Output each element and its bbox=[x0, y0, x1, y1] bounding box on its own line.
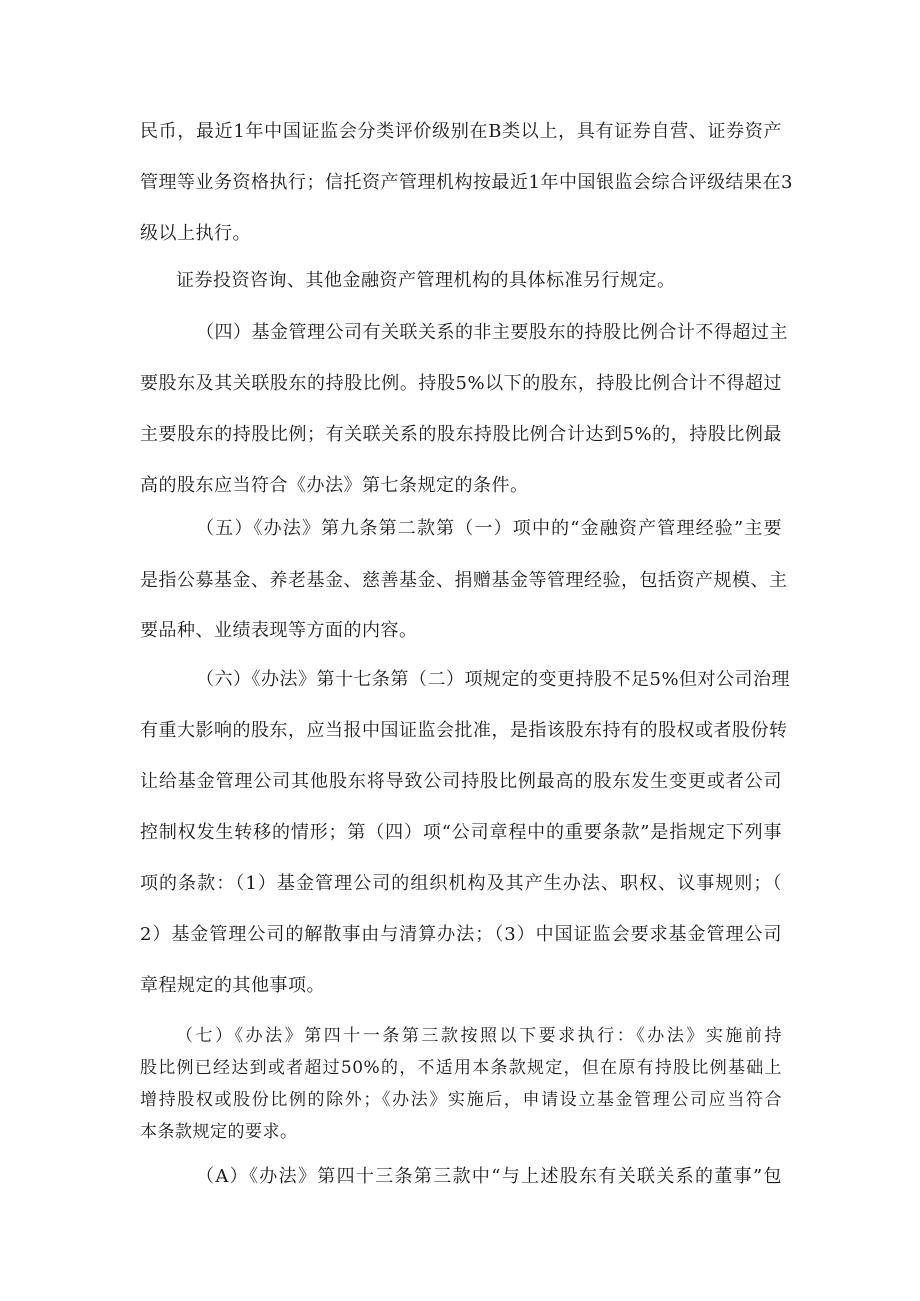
paragraph-5-line-1: （六）《办法》第十七条第（二）项规定的变更持股不足5%但对公司治理 bbox=[196, 669, 791, 690]
paragraph-5-line-6: 2）基金管理公司的解散事由与清算办法；（3）中国证监会要求基金管理公司 bbox=[140, 924, 782, 945]
paragraph-6-line-4: 本条款规定的要求。 bbox=[140, 1122, 298, 1142]
paragraph-6-line-1: （七）《办法》第四十一条第三款按照以下要求执行：《办法》实施前持 bbox=[176, 1026, 782, 1046]
paragraph-3-line-2: 要股东及其关联股东的持股比例。持股5%以下的股东，持股比例合计不得超过 bbox=[140, 373, 782, 394]
paragraph-5-line-2: 有重大影响的股东，应当报中国证监会批准，是指该股东持有的股权或者股份转 bbox=[140, 720, 788, 741]
paragraph-5-line-3: 让给基金管理公司其他股东将导致公司持股比例最高的股东发生变更或者公司 bbox=[140, 771, 782, 792]
paragraph-4-line-1: （五）《办法》第九条第二款第（一）项中的“金融资产管理经验”主要 bbox=[196, 518, 782, 539]
paragraph-7-line-1: （A）《办法》第四十三条第三款中“与上述股东有关联关系的董事”包 bbox=[196, 1166, 782, 1187]
paragraph-6-line-3: 增持股权或股份比例的除外；《办法》实施后，申请设立基金管理公司应当符合 bbox=[140, 1090, 782, 1110]
paragraph-3-line-1: （四）基金管理公司有关联关系的非主要股东的持股比例合计不得超过主 bbox=[196, 322, 788, 343]
paragraph-4-line-2: 是指公募基金、养老基金、慈善基金、捐赠基金等管理经验，包括资产规模、主 bbox=[140, 570, 788, 591]
paragraph-5-line-5: 项的条款：（1）基金管理公司的组织机构及其产生办法、职权、议事规则；（ bbox=[140, 873, 782, 894]
paragraph-3-line-4: 高的股东应当符合《办法》第七条规定的条件。 bbox=[140, 475, 529, 496]
paragraph-6-line-2: 股比例已经达到或者超过50%的，不适用本条款规定，但在原有持股比例基础上 bbox=[140, 1058, 782, 1078]
paragraph-2-line-1: 证券投资咨询、其他金融资产管理机构的具体标准另行规定。 bbox=[176, 270, 676, 291]
paragraph-4-line-3: 要品种、业绩表现等方面的内容。 bbox=[140, 620, 418, 641]
paragraph-1-line-3: 级以上执行。 bbox=[140, 223, 251, 244]
paragraph-1-line-2: 管理等业务资格执行；信托资产管理机构按最近1年中国银监会综合评级结果在3 bbox=[140, 172, 793, 193]
paragraph-5-line-4: 控制权发生转移的情形；第（四）项“公司章程中的重要条款”是指规定下列事 bbox=[140, 822, 782, 843]
paragraph-5-line-7: 章程规定的其他事项。 bbox=[140, 975, 325, 996]
paragraph-3-line-3: 主要股东的持股比例；有关联关系的股东持股比例合计达到5%的，持股比例最 bbox=[140, 424, 782, 445]
paragraph-1-line-1: 民币，最近1年中国证监会分类评价级别在B类以上，具有证券自营、证券资产 bbox=[140, 121, 782, 142]
